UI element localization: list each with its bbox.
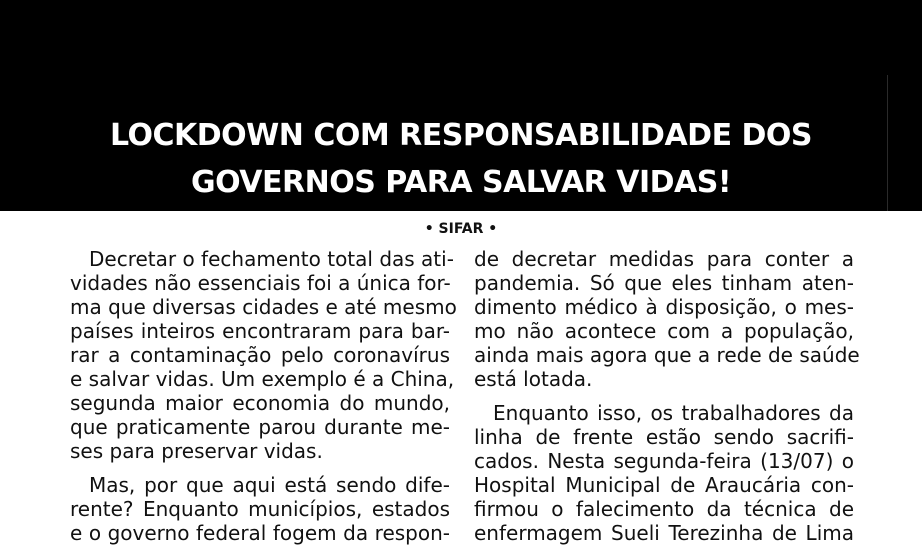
- paragraph-line: ainda mais agora que a rede de saúde: [474, 343, 860, 367]
- paragraph-line: ma que diversas cidades e até mesmo: [70, 295, 457, 319]
- paragraph-line: países inteiros encontraram para bar-: [70, 319, 450, 343]
- paragraph-line: Mas, por que aqui está sendo dife-: [89, 473, 450, 497]
- paragraph-line: linha de frente estão sendo sacrifi-: [474, 425, 854, 449]
- article-column-left: [70, 247, 457, 545]
- paragraph-line: segunda maior economia do mundo,: [70, 391, 450, 415]
- paragraph-line: rente? Enquanto municípios, estados: [70, 497, 450, 521]
- paragraph-line: pandemia. Só que eles tinham aten-: [474, 271, 854, 295]
- paragraph-gap: [474, 391, 854, 401]
- headline-line-2: GOVERNOS PARA SALVAR VIDAS!: [190, 165, 732, 200]
- article-column-right: [474, 247, 860, 545]
- paragraph-line: Enquanto isso, os trabalhadores da: [493, 401, 854, 425]
- paragraph-gap: [70, 463, 450, 473]
- paragraph-line: que praticamente parou durante me-: [70, 415, 450, 439]
- paragraph-line: vidades não essenciais foi a única for-: [70, 271, 451, 295]
- paragraph-line: firmou o falecimento da técnica de: [474, 497, 854, 521]
- paragraph-line: Hospital Municipal de Araucária con-: [474, 473, 854, 497]
- article-byline: • SIFAR •: [424, 221, 498, 237]
- paragraph-line: ses para preservar vidas.: [70, 439, 323, 463]
- paragraph-line: rar a contaminação pelo coronavírus: [70, 343, 450, 367]
- paragraph-line: e salvar vidas. Um exemplo é a China,: [70, 367, 455, 391]
- paragraph-line: mo não acontece com a população,: [474, 319, 854, 343]
- paragraph-line: está lotada.: [474, 367, 593, 391]
- headline-line-1: LOCKDOWN COM RESPONSABILIDADE DOS: [109, 118, 813, 153]
- article-headline: [0, 112, 922, 206]
- paragraph-line: Decretar o fechamento total das ati-: [89, 247, 454, 271]
- paragraph-line: enfermagem Sueli Terezinha de Lima: [474, 521, 854, 545]
- paragraph-line: e o governo federal fogem da respon-: [70, 521, 450, 545]
- paragraph-line: dimento médico à disposição, o mes-: [474, 295, 854, 319]
- paragraph-line: de decretar medidas para conter a: [474, 247, 854, 271]
- paragraph-line: cados. Nesta segunda-feira (13/07) o: [474, 449, 854, 473]
